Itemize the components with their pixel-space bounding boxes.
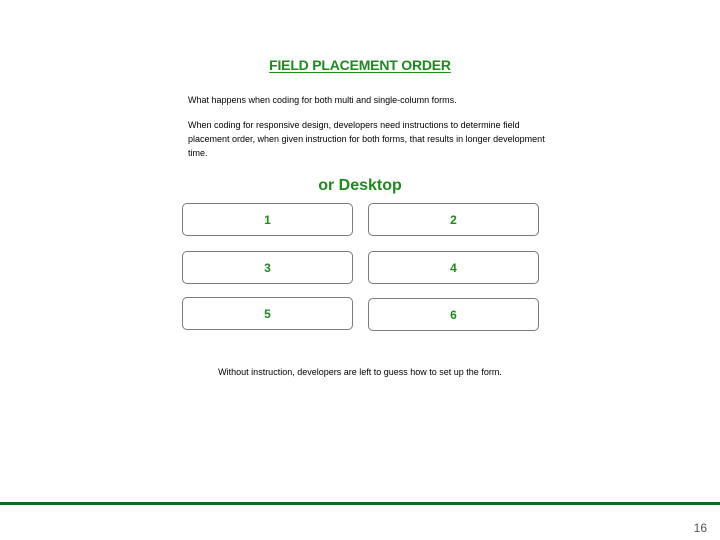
field-box-1: 1 — [182, 203, 353, 236]
field-box-5: 5 — [182, 297, 353, 330]
field-box-3: 3 — [182, 251, 353, 284]
slide-title: FIELD PLACEMENT ORDER — [269, 57, 451, 73]
intro-paragraph: What happens when coding for both multi and single-column forms. — [188, 95, 457, 105]
field-box-2: 2 — [368, 203, 539, 236]
page-number: 16 — [693, 521, 707, 535]
explanation-paragraph: When coding for responsive design, developers need instructions to determine field placement order, when given instruction for both forms, that results in longer development time. — [188, 120, 545, 158]
field-box-4: 4 — [368, 251, 539, 284]
footnote: Without instruction, developers are left to guess how to set up the form. — [218, 367, 502, 377]
field-box-6: 6 — [368, 298, 539, 331]
footer-divider — [0, 502, 720, 505]
layout-subtitle: or Desktop — [318, 177, 402, 194]
